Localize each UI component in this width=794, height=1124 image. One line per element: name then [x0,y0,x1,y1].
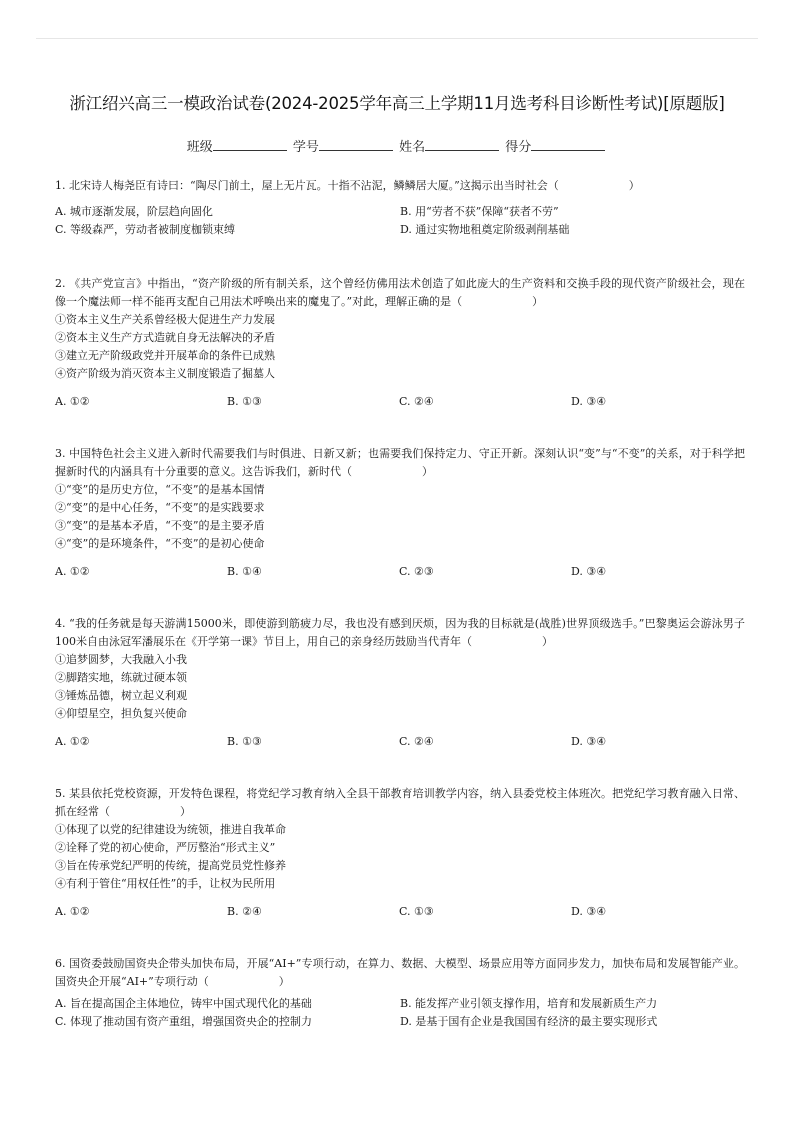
option-c[interactable]: C. ②④ [399,735,434,748]
option-a[interactable]: A. ①② [55,905,90,918]
field-score-blank[interactable] [531,139,605,151]
statement-1: ①追梦圆梦，大我融入小我 [55,653,187,666]
question-stem: 6. 国资委鼓励国资央企带头加快布局，开展“AI+”专项行动，在算力、数据、大模型、场景应用等方面同步发力，加快布局和发展智能产业。国资央企开展“AI+”专项行动（ ） [55,957,745,988]
statement-4: ④资产阶级为消灭资本主义制度锻造了掘墓人 [55,367,275,380]
field-name-blank[interactable] [425,139,499,151]
field-number-blank[interactable] [319,139,393,151]
option-b[interactable]: B. ①③ [227,735,262,748]
option-b[interactable]: B. 能发挥产业引领支撑作用，培育和发展新质生产力 [400,997,658,1010]
option-d[interactable]: D. ③④ [571,395,607,408]
question-3 [55,445,745,581]
statement-3: ③建立无产阶级政党并开展革命的条件已成熟 [55,349,275,362]
statement-3: ③旨在传承党纪严明的传统，提高党员党性修养 [55,859,286,872]
statement-3: ③“变”的是基本矛盾，“不变”的是主要矛盾 [55,519,265,532]
field-name-label: 姓名 [399,140,426,155]
field-score[interactable] [505,136,607,155]
field-class-label: 班级 [186,140,213,155]
option-a[interactable]: A. ①② [55,735,90,748]
field-score-label: 得分 [505,140,532,155]
options [55,903,745,921]
options [55,995,745,1031]
option-c[interactable]: C. ②③ [399,565,434,578]
option-a[interactable]: A. 城市逐渐发展，阶层趋向固化 [55,205,213,218]
option-a[interactable]: A. ①② [55,395,90,408]
statement-3: ③锤炼品德，树立起义利观 [55,689,187,702]
option-b[interactable]: B. ①③ [227,395,262,408]
question-2 [55,275,745,411]
question-5 [55,785,745,921]
option-d[interactable]: D. ③④ [571,565,607,578]
statement-1: ①体现了以党的纪律建设为统领，推进自我革命 [55,823,286,836]
option-d[interactable]: D. ③④ [571,905,607,918]
question-6 [55,955,745,1031]
statement-1: ①资本主义生产关系曾经极大促进生产力发展 [55,313,275,326]
question-stem: 1. 北宋诗人梅尧臣有诗曰：“陶尽门前土，屋上无片瓦。十指不沾泥，鳞鳞居大厦。”这揭示出当时社会（ ） [55,179,640,192]
field-number[interactable] [293,136,395,155]
option-d[interactable]: D. ③④ [571,735,607,748]
question-1 [55,177,745,239]
option-c[interactable]: C. ①③ [399,905,434,918]
option-b[interactable]: B. ②④ [227,905,262,918]
field-class-blank[interactable] [213,139,287,151]
question-stem: 3. 中国特色社会主义进入新时代需要我们与时俱进、日新又新；也需要我们保持定力、守正开新。深刻认识“变”与“不变”的关系，对于科学把握新时代的内涵具有十分重要的意义。这告诉我们，新时代（ ） [55,447,745,478]
question-stem: 2. 《共产党宣言》中指出，“资产阶级的所有制关系，这个曾经仿佛用法术创造了如此庞大的生产资料和交换手段的现代资产阶级社会，现在像一个魔法师一样不能再支配自己用法术呼唤出来的魔鬼了。”对此，理解正确的是（ ） [55,277,745,308]
option-c[interactable]: C. 体现了推动国有资产重组，增强国资央企的控制力 [55,1015,313,1028]
option-a[interactable]: A. 旨在提高国企主体地位，铸牢中国式现代化的基础 [55,997,312,1010]
option-a[interactable]: A. ①② [55,565,90,578]
options [55,733,745,751]
page-title: 浙江绍兴高三一模政治试卷(2024-2025学年高三上学期11月选考科目诊断性考试)[原题版] [69,94,725,113]
options [55,203,745,239]
student-info-line [0,136,794,155]
statement-2: ②诠释了党的初心使命，严厉整治“形式主义” [55,841,276,854]
option-b[interactable]: B. ①④ [227,565,262,578]
options [55,393,745,411]
question-stem: 4. “我的任务就是每天游满15000米，即使游到筋疲力尽，我也没有感到厌烦，因为我的目标就是(战胜)世界顶级选手。”巴黎奥运会游泳男子100米自由泳冠军潘展乐在《开学第一课》节目上，用自己的亲身经历鼓励当代青年（ ） [55,617,745,648]
statement-4: ④仰望星空，担负复兴使命 [55,707,187,720]
field-number-label: 学号 [292,140,319,155]
option-c[interactable]: C. ②④ [399,395,434,408]
statement-2: ②资本主义生产方式造就自身无法解决的矛盾 [55,331,275,344]
field-name[interactable] [399,136,501,155]
field-class[interactable] [187,136,289,155]
options [55,563,745,581]
option-d[interactable]: D. 是基于国有企业是我国国有经济的最主要实现形式 [400,1015,658,1028]
top-divider [36,38,758,39]
statement-4: ④“变”的是环境条件，“不变”的是初心使命 [55,537,265,550]
option-d[interactable]: D. 通过实物地租奠定阶级剥削基础 [400,223,570,236]
option-b[interactable]: B. 用“劳者不获”保障“获者不劳” [400,205,559,218]
statement-1: ①“变”的是历史方位，“不变”的是基本国情 [55,483,265,496]
statement-4: ④有利于管住“用权任性”的手，让权为民所用 [55,877,276,890]
statement-2: ②脚踏实地，练就过硬本领 [55,671,187,684]
statement-2: ②“变”的是中心任务，“不变”的是实践要求 [55,501,265,514]
option-c[interactable]: C. 等级森严，劳动者被制度枷锁束缚 [55,223,236,236]
question-stem: 5. 某县依托党校资源，开发特色课程，将党纪学习教育纳入全县干部教育培训教学内容，纳入县委党校主体班次。把党纪学习教育融入日常、抓在经常（ ） [55,787,745,818]
question-4 [55,615,745,751]
